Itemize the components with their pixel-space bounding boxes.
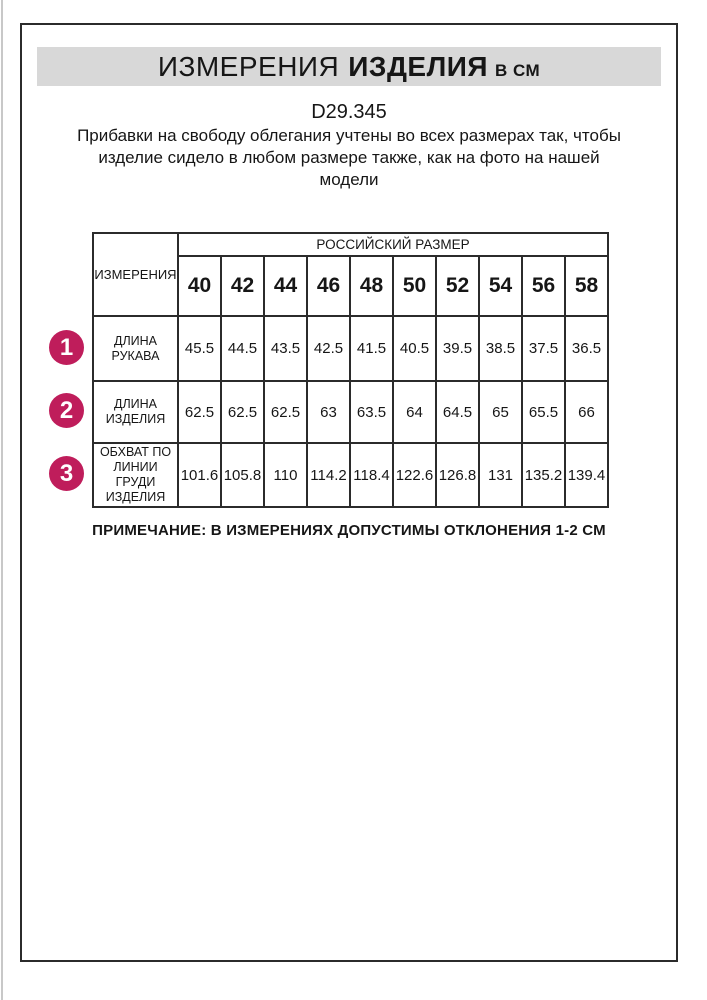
page-title-main: ИЗМЕРЕНИЯ (157, 50, 340, 82)
page-title-bold: ИЗДЕЛИЯ (348, 50, 488, 82)
description-line: изделие сидело в любом размере также, как на фото на нашей (98, 148, 600, 167)
value-cell: 38.5 (479, 316, 522, 381)
value-cell: 41.5 (350, 316, 393, 381)
value-cell: 65.5 (522, 381, 565, 443)
size-header-48: 48 (350, 256, 393, 316)
article-code: D29.345 (311, 101, 387, 123)
size-table-head (93, 233, 608, 316)
value-cell: 62.5 (264, 381, 307, 443)
size-header-42: 42 (221, 256, 264, 316)
page-title (158, 51, 540, 83)
size-header-44: 44 (264, 256, 307, 316)
row-label-3: ОБХВАТ ПО ЛИНИИ ГРУДИ ИЗДЕЛИЯ (93, 443, 178, 507)
table-row-2 (93, 381, 608, 443)
value-cell: 42.5 (307, 316, 350, 381)
row-label-2: ДЛИНА ИЗДЕЛИЯ (93, 381, 178, 443)
value-cell: 135.2 (522, 443, 565, 507)
value-cell: 43.5 (264, 316, 307, 381)
value-cell: 40.5 (393, 316, 436, 381)
value-cell: 39.5 (436, 316, 479, 381)
row-label-1: ДЛИНА РУКАВА (93, 316, 178, 381)
value-cell: 66 (565, 381, 608, 443)
note-text: ПРИМЕЧАНИЕ: В ИЗМЕРЕНИЯХ ДОПУСТИМЫ ОТКЛОНЕНИЯ 1-2 СМ (92, 522, 606, 539)
value-cell: 126.8 (436, 443, 479, 507)
value-cell: 44.5 (221, 316, 264, 381)
size-header-50: 50 (393, 256, 436, 316)
value-cell: 118.4 (350, 443, 393, 507)
value-cell: 110 (264, 443, 307, 507)
size-header-52: 52 (436, 256, 479, 316)
value-cell: 45.5 (178, 316, 221, 381)
row-marker-3: 3 (49, 456, 84, 491)
size-header-40: 40 (178, 256, 221, 316)
size-table (92, 232, 609, 508)
size-header-46: 46 (307, 256, 350, 316)
table-row-1 (93, 316, 608, 381)
size-header-58: 58 (565, 256, 608, 316)
value-cell: 65 (479, 381, 522, 443)
value-cell: 36.5 (565, 316, 608, 381)
description-line: Прибавки на свободу облегания учтены во всех размерах так, чтобы (77, 126, 621, 145)
value-cell: 122.6 (393, 443, 436, 507)
value-cell: 62.5 (178, 381, 221, 443)
value-cell: 63.5 (350, 381, 393, 443)
row-marker-1: 1 (49, 330, 84, 365)
scan-edge-line (1, 0, 3, 1000)
size-table-body (93, 316, 608, 507)
value-cell: 64.5 (436, 381, 479, 443)
value-cell: 62.5 (221, 381, 264, 443)
value-cell: 101.6 (178, 443, 221, 507)
measurements-column-header: ИЗМЕРЕНИЯ (93, 233, 178, 316)
value-cell: 114.2 (307, 443, 350, 507)
description-paragraph (20, 125, 678, 191)
table-row-3 (93, 443, 608, 507)
description-line: модели (319, 170, 379, 189)
size-header-56: 56 (522, 256, 565, 316)
page-title-unit: В СМ (494, 60, 541, 80)
value-cell: 63 (307, 381, 350, 443)
value-cell: 131 (479, 443, 522, 507)
value-cell: 64 (393, 381, 436, 443)
row-marker-2: 2 (49, 393, 84, 428)
russian-size-group-header: РОССИЙСКИЙ РАЗМЕР (178, 233, 608, 256)
value-cell: 37.5 (522, 316, 565, 381)
value-cell: 139.4 (565, 443, 608, 507)
size-header-54: 54 (479, 256, 522, 316)
value-cell: 105.8 (221, 443, 264, 507)
title-band (37, 47, 661, 86)
